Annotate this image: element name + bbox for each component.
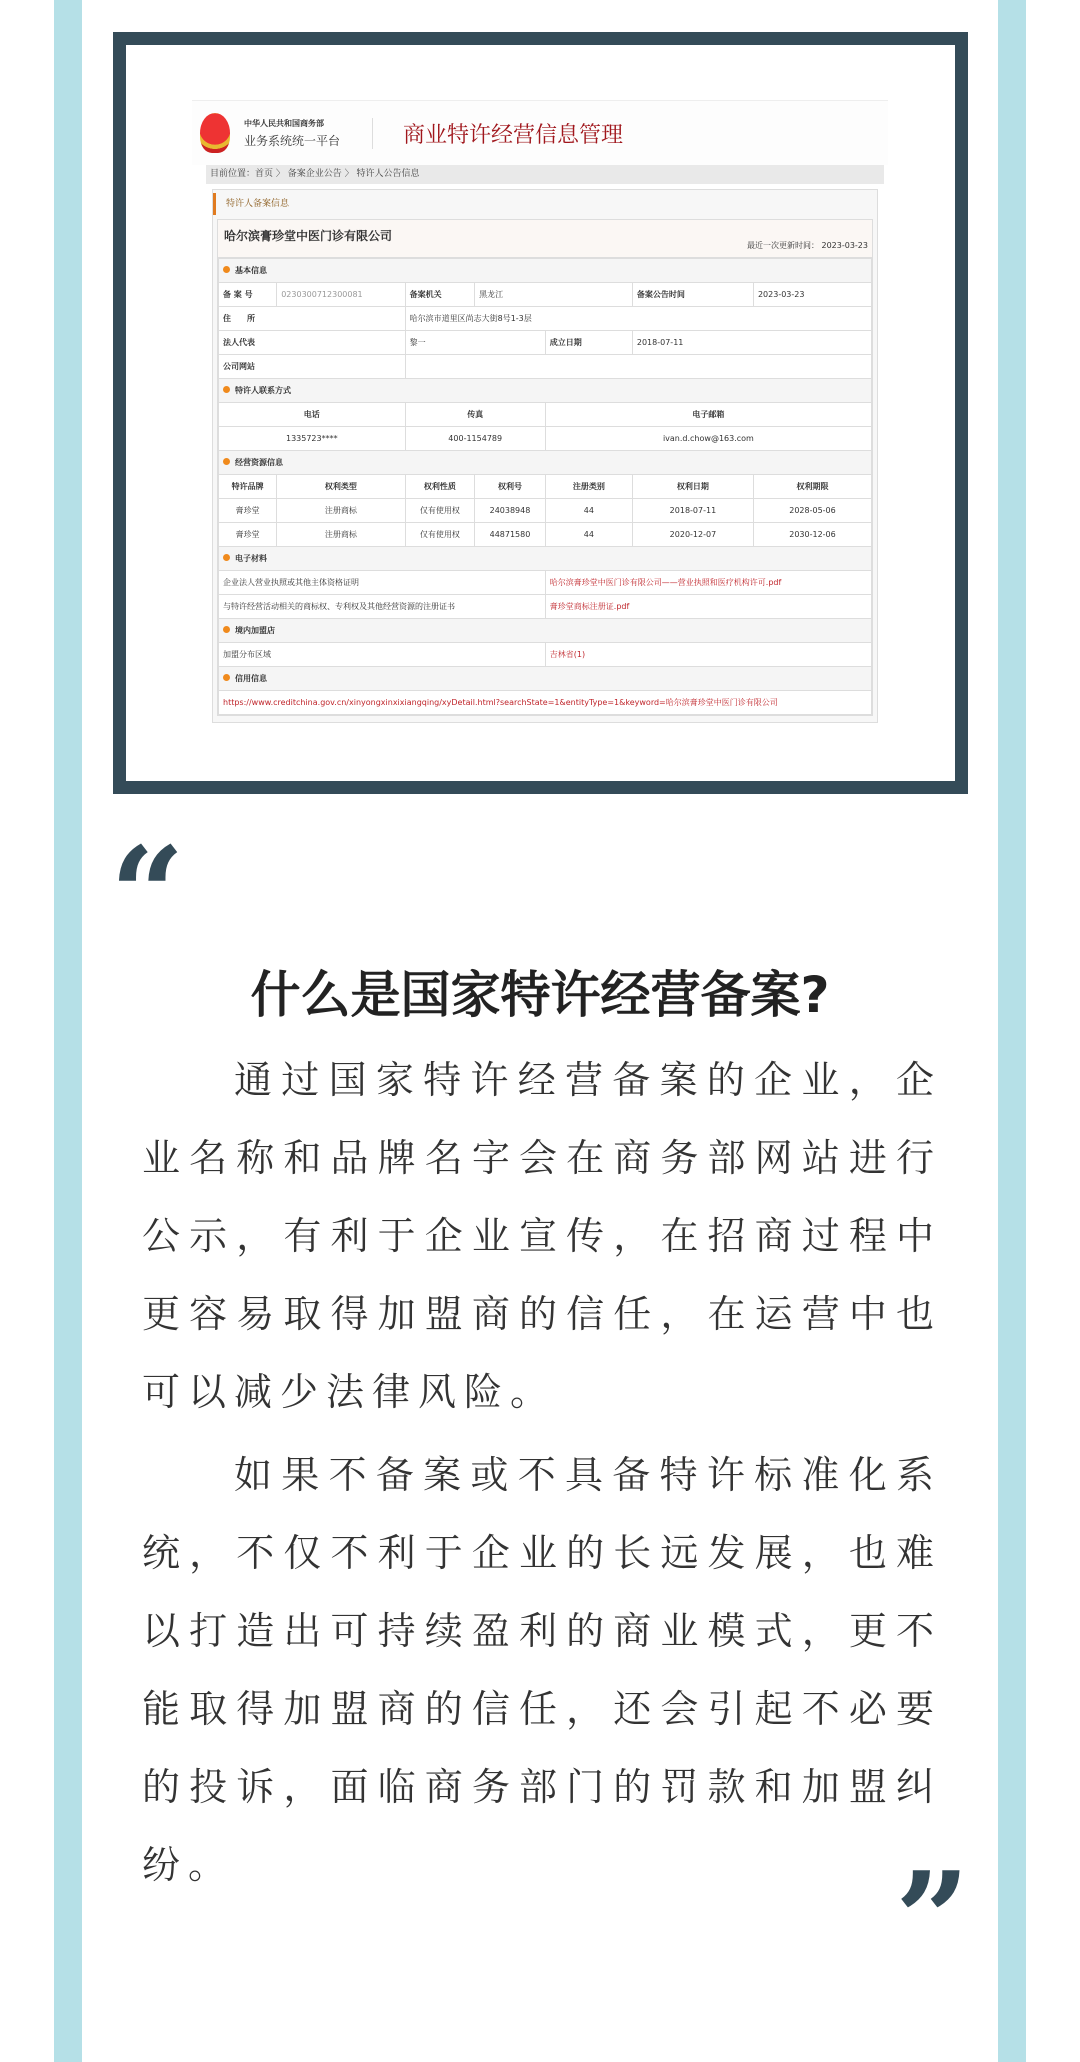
label: 备案机关	[405, 283, 475, 307]
col-header: 特许品牌	[219, 475, 277, 499]
resource-cell: 2018-07-11	[632, 499, 753, 523]
left-decor-stripe	[54, 0, 82, 2062]
paragraph-1: 通过国家特许经营备案的企业，企业名称和品牌名字会在商务部网站进行公示，有利于企业宣传，在招商过程中更容易取得加盟商的信任，在运营中也可以减少法律风险。	[142, 1058, 942, 1414]
fax: 400-1154789	[405, 427, 545, 451]
filing-no: 0230300712300081	[277, 283, 405, 307]
col-header: 权利号	[475, 475, 546, 499]
filing-panel	[212, 189, 878, 723]
material-label: 企业法人营业执照或其他主体资格证明	[219, 571, 546, 595]
close-quote-icon: ”	[895, 1843, 970, 1996]
material-label: 与特许经营活动相关的商标权、专利权及其他经营资源的注册证书	[219, 595, 546, 619]
store-area-label: 加盟分布区域	[219, 643, 546, 667]
col-header: 权利类型	[277, 475, 405, 499]
site-header	[192, 100, 888, 165]
resource-cell: 2028-05-06	[753, 499, 871, 523]
breadcrumb[interactable]: 目前位置：首页 〉 备案企业公告 〉 特许人公告信息	[206, 165, 884, 184]
open-quote-icon: “	[110, 818, 185, 971]
resource-cell: 2030-12-06	[753, 523, 871, 547]
last-update: 最近一次更新时间： 2023-03-23	[746, 241, 868, 250]
embedded-screenshot	[192, 100, 888, 725]
right-decor-stripe	[998, 0, 1026, 2062]
section-contact: 特许人联系方式	[235, 386, 291, 395]
label: 备 案 号	[219, 283, 277, 307]
org-line2: 业务系统统一平台	[244, 133, 341, 148]
section-basic: 基本信息	[235, 266, 267, 275]
label: 公司网站	[219, 355, 406, 379]
section-resources: 经营资源信息	[235, 458, 283, 467]
org-line1: 中华人民共和国商务部	[244, 118, 324, 128]
resource-cell: 44	[545, 499, 632, 523]
resource-cell: 44	[545, 523, 632, 547]
resource-cell: 24038948	[475, 499, 546, 523]
website	[405, 355, 871, 379]
section-stores: 境内加盟店	[235, 626, 275, 635]
col-header: 权利性质	[405, 475, 475, 499]
national-emblem-icon	[200, 113, 230, 153]
authority: 黑龙江	[475, 283, 633, 307]
resource-cell: 注册商标	[277, 523, 405, 547]
store-area-link[interactable]: 吉林省(1)	[545, 643, 871, 667]
label: 住 所	[219, 307, 406, 331]
resource-cell: 仅有使用权	[405, 499, 475, 523]
col-header: 权利期限	[753, 475, 871, 499]
org-name	[244, 118, 373, 149]
col-header: 传真	[405, 403, 545, 427]
legal-rep: 黎一	[405, 331, 545, 355]
panel-title: 特许人备案信息	[213, 193, 877, 215]
col-header: 电子邮箱	[545, 403, 871, 427]
company-name: 哈尔滨膏珍堂中医门诊有限公司	[224, 229, 393, 243]
app-title: 商业特许经营信息管理	[403, 122, 624, 148]
email: ivan.d.chow@163.com	[545, 427, 871, 451]
col-header: 权利日期	[632, 475, 753, 499]
label: 法人代表	[219, 331, 406, 355]
phone: 1335723****	[219, 427, 406, 451]
material-link[interactable]: 哈尔滨膏珍堂中医门诊有限公司——营业执照和医疗机构许可.pdf	[545, 571, 871, 595]
col-header: 注册类别	[545, 475, 632, 499]
col-header: 电话	[219, 403, 406, 427]
announce-date: 2023-03-23	[753, 283, 871, 307]
label: 成立日期	[545, 331, 632, 355]
section-materials: 电子材料	[235, 554, 267, 563]
resource-cell: 注册商标	[277, 499, 405, 523]
founded-date: 2018-07-11	[632, 331, 871, 355]
resource-cell: 2020-12-07	[632, 523, 753, 547]
label: 备案公告时间	[632, 283, 753, 307]
credit-link[interactable]: https://www.creditchina.gov.cn/xinyongxinxixiangqing/xyDetail.html?searchState=1&entityType=1&keyword=哈尔滨膏珍堂中医门诊有限公司	[219, 691, 872, 715]
resource-cell: 膏珍堂	[219, 523, 277, 547]
paragraph-2: 如果不备案或不具备特许标准化系统，不仅不利于企业的长远发展，也难以打造出可持续盈利的商业模式，更不能取得加盟商的信任，还会引起不必要的投诉，面临商务部门的罚款和加盟纠纷。	[142, 1453, 942, 1887]
resource-cell: 仅有使用权	[405, 523, 475, 547]
section-credit: 信用信息	[235, 674, 267, 683]
article-title: 什么是国家特许经营备案?	[250, 966, 830, 1024]
info-table	[218, 258, 872, 715]
material-link[interactable]: 膏珍堂商标注册证.pdf	[545, 595, 871, 619]
resource-cell: 44871580	[475, 523, 546, 547]
address: 哈尔滨市道里区尚志大街8号1-3层	[405, 307, 871, 331]
resource-cell: 膏珍堂	[219, 499, 277, 523]
